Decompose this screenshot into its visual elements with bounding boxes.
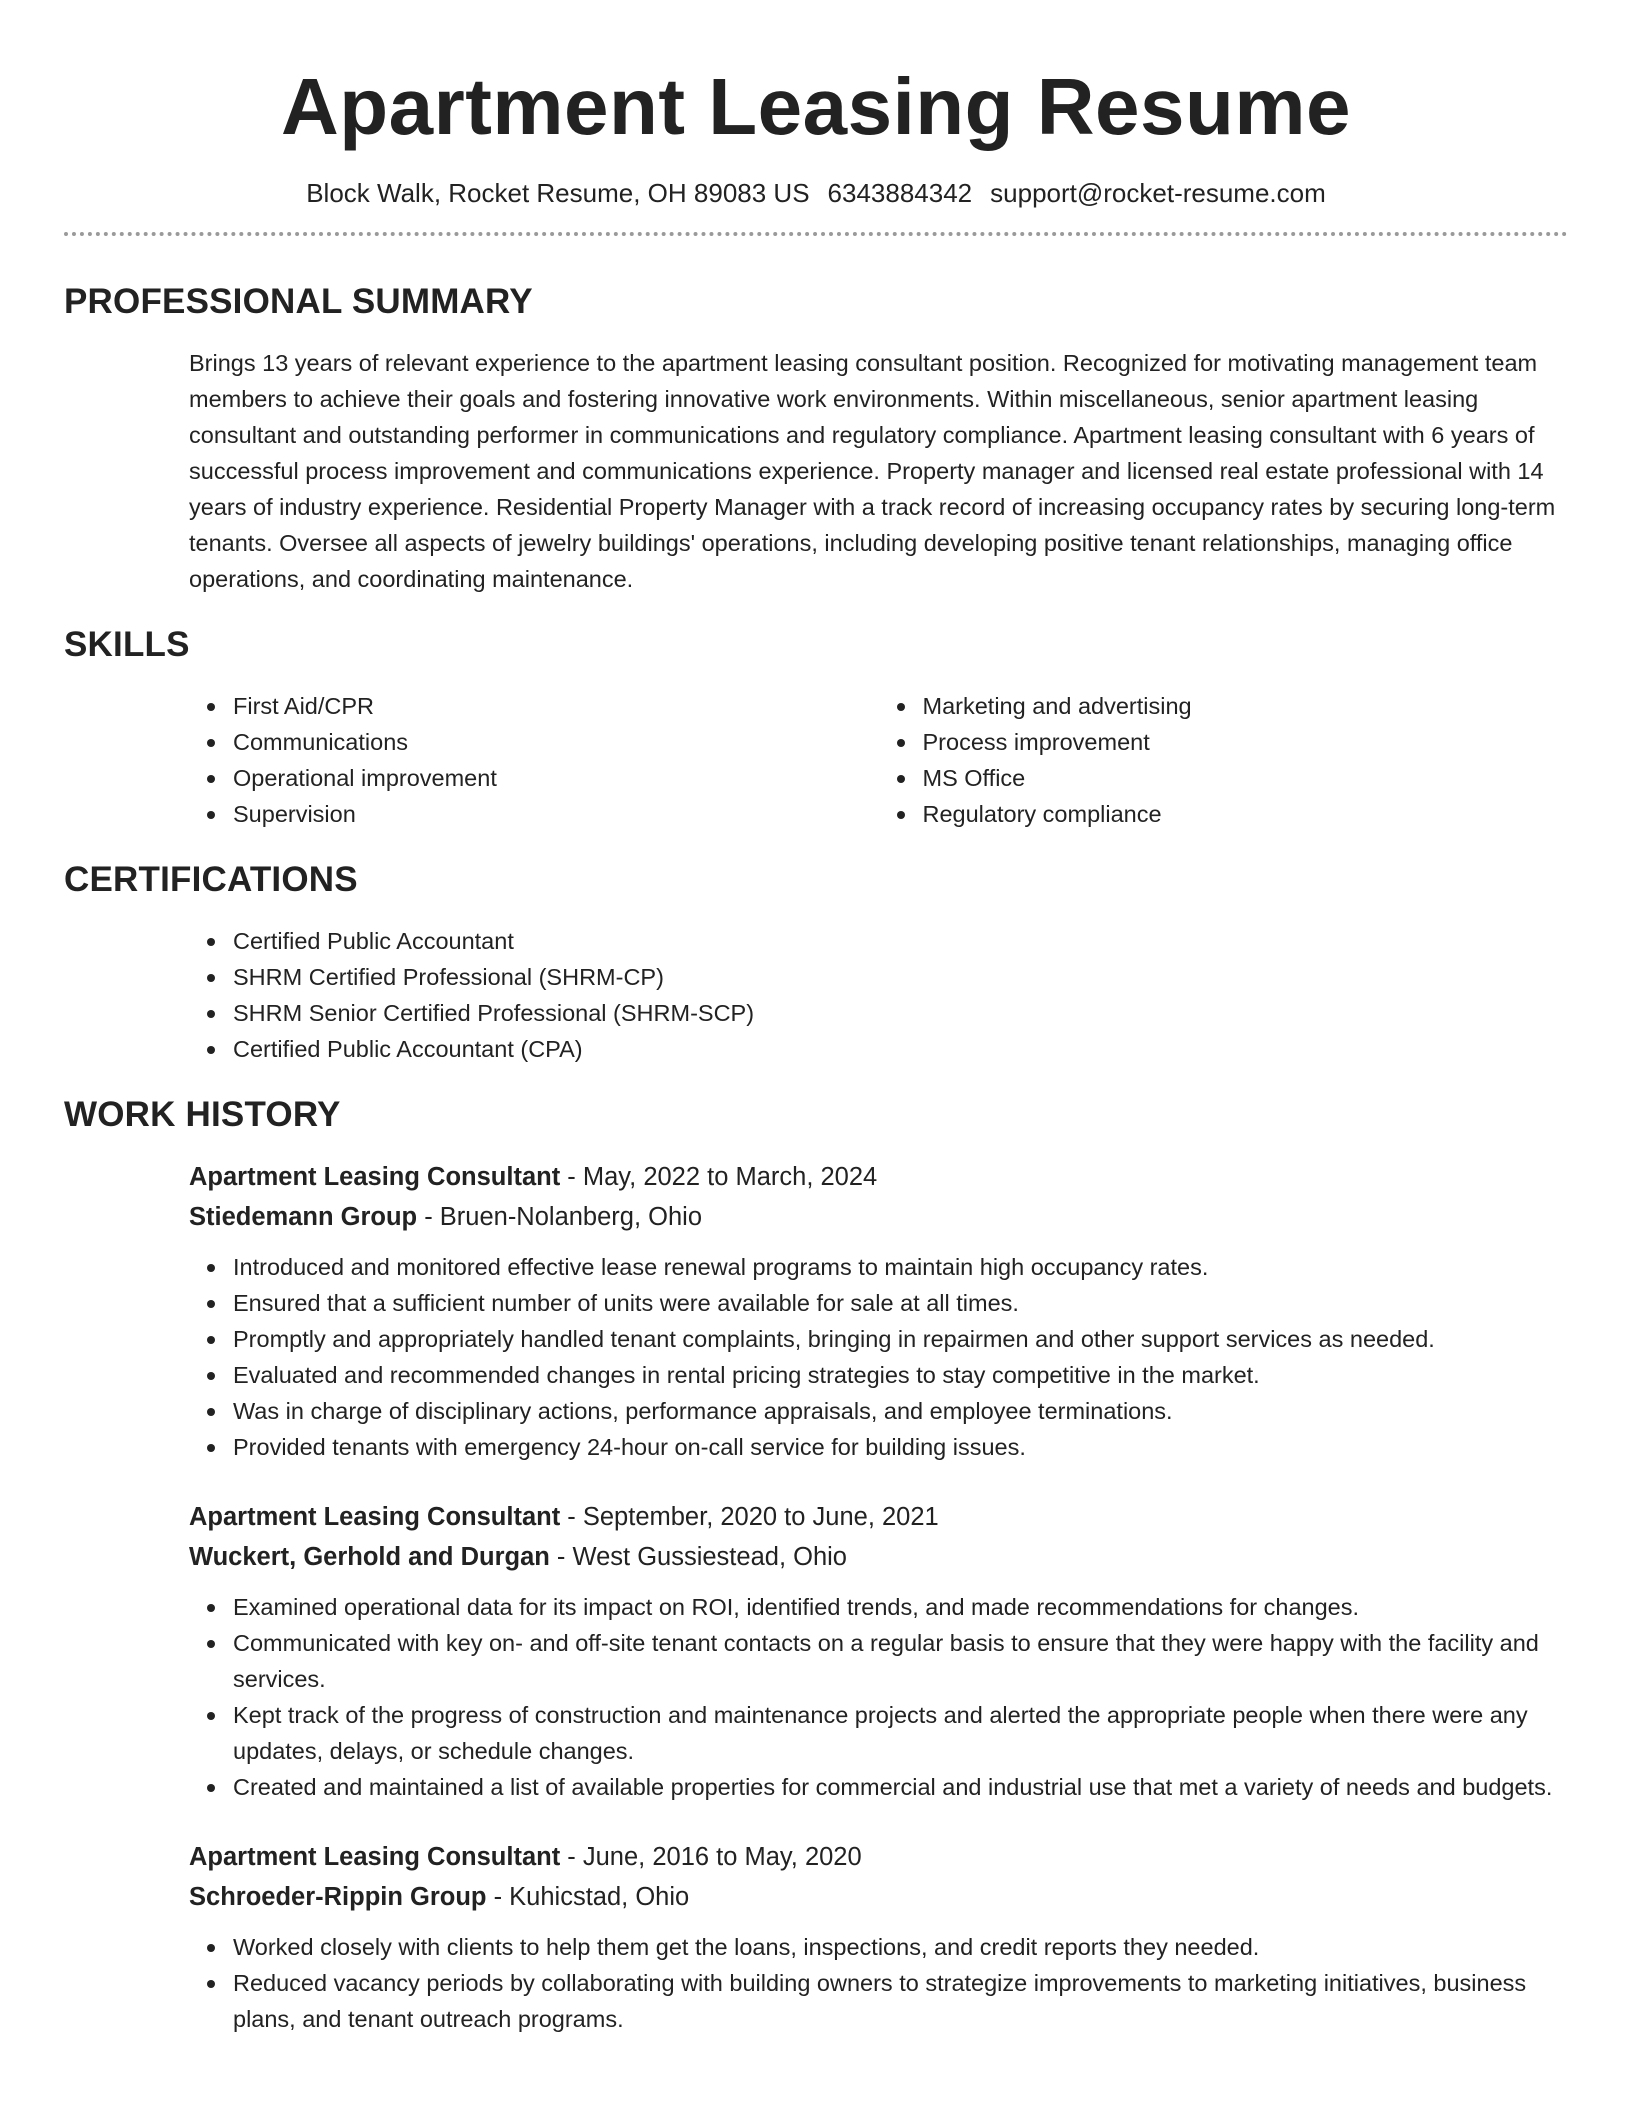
job-bullets [189,1929,1568,2037]
job-location: - West Gussiestead, Ohio [549,1543,847,1571]
resume-page [64,0,1568,2037]
skills-left-list [189,688,879,832]
certification-item: Certified Public Accountant (CPA) [233,1031,1568,1067]
skill-item: MS Office [923,760,1569,796]
job-dates: - May, 2022 to March, 2024 [560,1163,878,1191]
job-bullet: Evaluated and recommended changes in rental pricing strategies to stay competitive in the market. [233,1357,1568,1393]
contact-address: Block Walk, Rocket Resume, OH 89083 US [306,178,810,208]
job-company: Wuckert, Gerhold and Durgan [189,1543,550,1571]
job-company-line [189,1877,1568,1917]
job-bullet: Reduced vacancy periods by collaborating with building owners to strategize improvements to marketing initiatives, business plans, and tenant outreach programs. [233,1965,1568,2037]
certifications-list [189,923,1568,1067]
job-title-line [189,1837,1568,1877]
job-entry [189,1157,1568,1465]
contact-line [64,176,1568,210]
job-company-line [189,1537,1568,1577]
job-bullet: Examined operational data for its impact on ROI, identified trends, and made recommendations for changes. [233,1589,1568,1625]
job-bullet: Ensured that a sufficient number of units were available for sale at all times. [233,1285,1568,1321]
job-bullet: Was in charge of disciplinary actions, performance appraisals, and employee terminations. [233,1393,1568,1429]
job-bullet: Promptly and appropriately handled tenant complaints, bringing in repairmen and other support services as needed. [233,1321,1568,1357]
skill-item: Process improvement [923,724,1569,760]
job-title-line [189,1497,1568,1537]
contact-email[interactable]: support@rocket-resume.com [990,178,1326,208]
skills-grid [189,688,1568,832]
job-bullets [189,1589,1568,1805]
certification-item: Certified Public Accountant [233,923,1568,959]
job-bullet: Provided tenants with emergency 24-hour on-call service for building issues. [233,1429,1568,1465]
certification-item: SHRM Certified Professional (SHRM-CP) [233,959,1568,995]
job-entry [189,1837,1568,2037]
contact-phone: 6343884342 [827,178,973,208]
skill-item: Supervision [233,796,879,832]
job-title-line [189,1157,1568,1197]
skill-item: Regulatory compliance [923,796,1569,832]
skill-item: Communications [233,724,879,760]
job-bullet: Worked closely with clients to help them get the loans, inspections, and credit reports they needed. [233,1929,1568,1965]
job-role: Apartment Leasing Consultant [189,1163,561,1191]
skill-item: Marketing and advertising [923,688,1569,724]
job-bullets [189,1249,1568,1465]
summary-heading: PROFESSIONAL SUMMARY [64,282,533,321]
skill-item: First Aid/CPR [233,688,879,724]
job-company-line [189,1197,1568,1237]
job-entry [189,1497,1568,1805]
job-location: - Bruen-Nolanberg, Ohio [417,1203,703,1231]
certification-item: SHRM Senior Certified Professional (SHRM-SCP) [233,995,1568,1031]
skill-item: Operational improvement [233,760,879,796]
job-bullet: Introduced and monitored effective lease renewal programs to maintain high occupancy rates. [233,1249,1568,1285]
summary-text: Brings 13 years of relevant experience to the apartment leasing consultant position. Recognized for motivating management team members to achieve their goals and fostering innovative work environments. Within miscellaneous, senior apartment leasing consultant and outstanding performer in communications and regulatory compliance. Apartment leasing consultant with 6 years of successful process improvement and communications experience. Property manager and licensed real estate professional with 14 years of industry experience. Residential Property Manager with a track record of increasing occupancy rates by securing long-term tenants. Oversee all aspects of jewelry buildings' operations, including developing positive tenant relationships, managing office operations, and coordinating maintenance. [189,350,1556,592]
job-role: Apartment Leasing Consultant [189,1503,561,1531]
job-bullet: Kept track of the progress of construction and maintenance projects and alerted the appropriate people when there were any updates, delays, or schedule changes. [233,1697,1568,1769]
skills-right-list [879,688,1569,832]
job-dates: - September, 2020 to June, 2021 [560,1503,939,1531]
job-dates: - June, 2016 to May, 2020 [560,1843,862,1871]
job-bullet: Communicated with key on- and off-site tenant contacts on a regular basis to ensure that they were happy with the facility and services. [233,1625,1568,1697]
job-role: Apartment Leasing Consultant [189,1843,561,1871]
job-location: - Kuhicstad, Ohio [486,1883,690,1911]
job-company: Stiedemann Group [189,1203,418,1231]
work-history-heading: WORK HISTORY [64,1095,341,1134]
resume-title: Apartment Leasing Resume [280,62,1352,151]
header-divider [64,232,1568,236]
skills-heading: SKILLS [64,625,190,664]
certifications-heading: CERTIFICATIONS [64,860,358,899]
job-bullet: Created and maintained a list of available properties for commercial and industrial use that met a variety of needs and budgets. [233,1769,1568,1805]
job-company: Schroeder-Rippin Group [189,1883,487,1911]
